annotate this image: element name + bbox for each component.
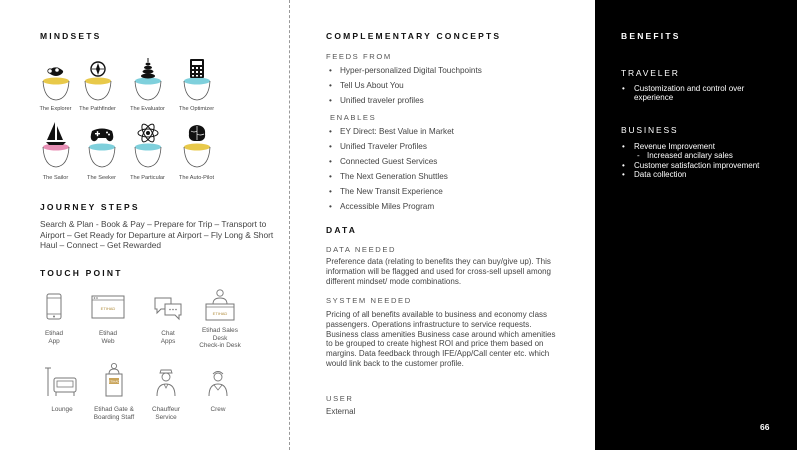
list-item: • The New Transit Experience xyxy=(326,184,586,199)
list-item: • Revenue Improvement xyxy=(621,142,771,151)
list-item: • Accessible Miles Program xyxy=(326,199,586,214)
middle-column xyxy=(290,0,595,450)
user-label: USER xyxy=(326,394,354,403)
touchpoint-label xyxy=(190,406,246,414)
benefits-panel xyxy=(595,0,797,450)
list-item: • Unified Traveler Profiles xyxy=(326,139,586,154)
mindset-label: The Seeker xyxy=(87,175,116,181)
mindset-label: The Optimizer xyxy=(178,106,215,112)
label-line: Lounge xyxy=(51,406,73,413)
mindset-evaluator xyxy=(120,54,175,113)
touchpoint-label xyxy=(80,330,136,345)
crew-icon xyxy=(203,366,233,398)
compass-icon xyxy=(78,54,118,104)
label-line: Check-in Desk xyxy=(199,342,241,350)
atom-icon xyxy=(128,118,168,173)
page-number: 66 xyxy=(760,422,770,432)
stones-icon xyxy=(128,54,168,104)
sailboat-icon xyxy=(36,118,76,173)
mindset-label: The Sailor xyxy=(42,175,69,181)
data-needed-label: DATA NEEDED xyxy=(326,245,397,254)
list-item: • Customization and control over experience xyxy=(621,84,771,103)
traveler-list xyxy=(621,84,771,103)
label-line: Etihad Gate & xyxy=(94,406,134,413)
label-line: Desk xyxy=(212,334,228,342)
touchpoint-label xyxy=(140,330,196,345)
journey-steps-title: JOURNEY STEPS xyxy=(40,202,140,212)
mindsets-title: MINDSETS xyxy=(40,31,102,41)
system-needed-text: Pricing of all benefits available to business and economy class passengers. Operations infrastructure to service requests. Business class amenities Business case around which amenities to be grouped to create highest ROI and price them based on margins. Data feedback through IFE/App/Call center etc. which would link back to the customer profile. xyxy=(326,310,556,368)
chauffeur-icon xyxy=(151,366,181,398)
mindset-optimizer xyxy=(169,54,224,113)
mindset-label: The Auto-Pilot xyxy=(178,175,215,181)
label-line: Chat xyxy=(161,330,175,337)
touchpoint-chauffeur xyxy=(138,366,194,421)
enables-label: ENABLES xyxy=(330,113,377,122)
label-line: Apps xyxy=(160,337,176,345)
label-line: Chauffeur xyxy=(152,406,180,413)
data-title: DATA xyxy=(326,225,358,235)
touchpoint-label xyxy=(138,406,194,421)
etihad-logo-text: ETIHAD xyxy=(212,311,228,316)
etihad-logo-text: ETIHAD xyxy=(108,379,120,384)
list-item: • Tell Us About You xyxy=(326,78,586,93)
touchpoint-label xyxy=(34,406,90,414)
list-item: • Hyper-personalized Digital Touchpoints xyxy=(326,63,586,78)
complementary-concepts-title: COMPLEMENTARY CONCEPTS xyxy=(326,31,502,41)
touchpoint-sales-desk xyxy=(192,288,248,350)
mindset-label: The Pathfinder xyxy=(79,106,116,112)
list-item: • Connected Guest Services xyxy=(326,154,586,169)
mindset-label: The Explorer xyxy=(39,106,72,112)
data-needed-text: Preference data (relating to benefits they can buy/give up). This information will be flagged and used for cross-sell upsell among different mindset/ mode combinations. xyxy=(326,257,552,286)
lounge-chair-icon xyxy=(42,366,82,398)
touchpoint-label xyxy=(192,327,248,350)
touchpoint-lounge xyxy=(34,366,90,414)
list-sub-item: - Increased ancilary sales xyxy=(621,151,771,160)
benefits-title: BENEFITS xyxy=(621,31,681,41)
enables-list xyxy=(326,124,586,214)
list-item: • EY Direct: Best Value in Market xyxy=(326,124,586,139)
feeds-from-label: FEEDS FROM xyxy=(326,52,392,61)
list-item: • Unified traveler profiles xyxy=(326,93,586,108)
touchpoint-chat-apps xyxy=(140,292,196,345)
mindset-auto-pilot xyxy=(169,118,224,182)
browser-icon xyxy=(90,292,126,322)
mindset-particular xyxy=(120,118,175,182)
system-needed-label: SYSTEM NEEDED xyxy=(326,296,412,305)
touch-point-title: TOUCH POINT xyxy=(40,268,123,278)
touchpoint-etihad-app xyxy=(26,292,82,345)
label-line: Etihad xyxy=(44,330,64,337)
label-line: Service xyxy=(155,413,177,421)
touchpoint-label xyxy=(26,330,82,345)
user-value: External xyxy=(326,407,356,416)
journey-steps-text: Search & Plan - Book & Pay – Prepare for Trip – Transport to Airport – Get Ready for Departure at Airport – Fly Long & Short Haul – Connect – Get Rewarded xyxy=(40,219,274,251)
touchpoint-gate-staff xyxy=(86,362,142,421)
traveler-label: TRAVELER xyxy=(621,68,680,78)
label-line: Boarding Staff xyxy=(93,413,135,421)
gamepad-icon xyxy=(82,118,122,173)
mindset-label: The Evaluator xyxy=(130,106,165,112)
mobile-icon xyxy=(44,292,64,322)
brain-icon xyxy=(177,118,217,173)
touchpoint-etihad-web xyxy=(80,292,136,345)
label-line: Etihad Sales xyxy=(202,327,238,334)
mindset-label: The Particular xyxy=(130,175,165,181)
feeds-from-list xyxy=(326,63,586,108)
label-line: App xyxy=(48,337,60,345)
gate-staff-icon xyxy=(99,362,129,398)
list-item: • Data collection xyxy=(621,170,771,179)
sales-desk-icon xyxy=(202,288,238,322)
touchpoint-crew xyxy=(190,366,246,414)
business-list xyxy=(621,142,771,180)
mindset-pathfinder xyxy=(70,54,125,113)
left-column xyxy=(0,0,290,450)
touchpoint-label xyxy=(86,406,142,421)
calculator-icon xyxy=(177,54,217,104)
label-line: Etihad xyxy=(98,330,118,337)
list-item: • Customer satisfaction improvement xyxy=(621,161,771,170)
label-line: Crew xyxy=(210,406,226,413)
label-line: Web xyxy=(101,337,115,345)
etihad-logo-text: ETIHAD xyxy=(100,306,116,311)
chat-icon xyxy=(151,292,185,322)
list-item: • The Next Generation Shuttles xyxy=(326,169,586,184)
business-label: BUSINESS xyxy=(621,125,679,135)
